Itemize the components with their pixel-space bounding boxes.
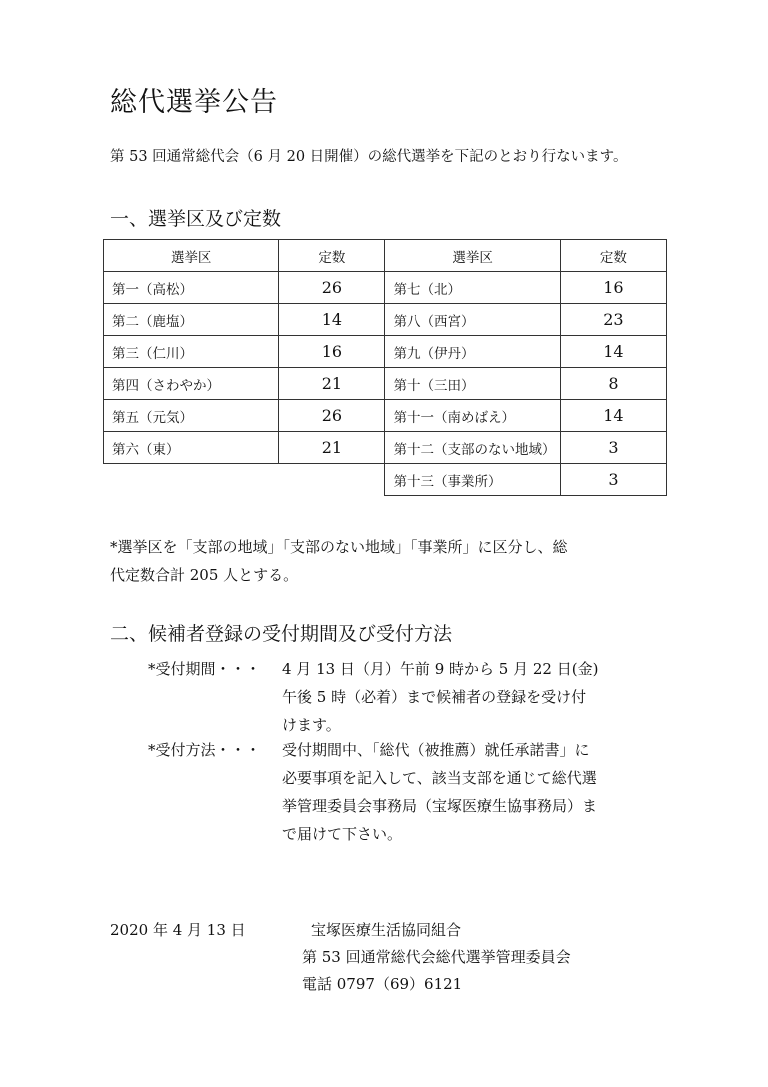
district-name: 第五（元気） — [104, 400, 279, 432]
quota-value: 14 — [279, 304, 385, 336]
period-line: 午後 5 時（必着）まで候補者の登録を受け付 — [282, 688, 587, 706]
district-quota-table — [103, 239, 667, 496]
period-line: けます。 — [282, 716, 341, 734]
table-row — [104, 336, 667, 368]
district-name: 第十二（支部のない地域） — [385, 432, 560, 464]
issue-date: 2020 年 4 月 13 日 — [110, 921, 246, 939]
empty-cell — [104, 464, 279, 496]
district-name: 第三（仁川） — [104, 336, 279, 368]
district-name: 第八（西宮） — [385, 304, 560, 336]
method-line: 挙管理委員会事務局（宝塚医療生協事務局）ま — [282, 797, 598, 815]
period-line: 4 月 13 日（月）午前 9 時から 5 月 22 日(金) — [282, 660, 599, 678]
empty-cell — [279, 464, 385, 496]
quota-value: 14 — [560, 400, 666, 432]
district-name: 第十一（南めばえ） — [385, 400, 560, 432]
quota-value: 23 — [560, 304, 666, 336]
phone-number: 電話 0797（69）6121 — [302, 975, 463, 993]
col-header-quota-left: 定数 — [279, 240, 385, 272]
col-header-quota-right: 定数 — [560, 240, 666, 272]
quota-value: 26 — [279, 400, 385, 432]
note-line: 代定数合計 205 人とする。 — [110, 566, 299, 584]
district-name: 第十三（事業所） — [385, 464, 560, 496]
method-label: *受付方法・・・ — [148, 741, 261, 759]
method-line: 必要事項を記入して、該当支部を通じて総代選 — [282, 769, 597, 787]
quota-value: 16 — [560, 272, 666, 304]
district-name: 第四（さわやか） — [104, 368, 279, 400]
table-row — [104, 368, 667, 400]
quota-value: 14 — [560, 336, 666, 368]
district-name: 第九（伊丹） — [385, 336, 560, 368]
intro-text: 第 53 回通常総代会（6 月 20 日開催）の総代選挙を下記のとおり行ないます。 — [110, 149, 628, 165]
method-body — [282, 736, 597, 848]
table-row — [104, 304, 667, 336]
method-line: で届けて下さい。 — [282, 825, 403, 843]
organization-name: 宝塚医療生活協同組合 — [311, 921, 462, 939]
col-header-district-right: 選挙区 — [385, 240, 560, 272]
quota-value: 3 — [560, 432, 666, 464]
quota-value: 8 — [560, 368, 666, 400]
district-note — [110, 533, 670, 589]
note-line: *選挙区を「支部の地域」「支部のない地域」「事業所」に区分し、総 — [110, 538, 568, 556]
period-body — [282, 655, 598, 739]
district-name: 第七（北） — [385, 272, 560, 304]
district-name: 第二（鹿塩） — [104, 304, 279, 336]
quota-value: 3 — [560, 464, 666, 496]
page-title: 総代選挙公告 — [110, 87, 278, 118]
quota-value: 26 — [279, 272, 385, 304]
district-name: 第十（三田） — [385, 368, 560, 400]
table-row — [104, 400, 667, 432]
table-row — [104, 432, 667, 464]
district-name: 第六（東） — [104, 432, 279, 464]
quota-value: 21 — [279, 432, 385, 464]
period-label: *受付期間・・・ — [148, 660, 261, 678]
quota-value: 16 — [279, 336, 385, 368]
quota-value: 21 — [279, 368, 385, 400]
table-row — [104, 464, 667, 496]
col-header-district-left: 選挙区 — [104, 240, 279, 272]
method-line: 受付期間中、「総代（被推薦）就任承諾書」に — [282, 741, 590, 759]
district-name: 第一（高松） — [104, 272, 279, 304]
section-heading-registration: 二、候補者登録の受付期間及び受付方法 — [110, 623, 453, 645]
section-heading-districts: 一、選挙区及び定数 — [110, 208, 282, 230]
committee-name: 第 53 回通常総代会総代選挙管理委員会 — [302, 948, 571, 966]
table-row — [104, 272, 667, 304]
table-header-row — [104, 240, 667, 272]
